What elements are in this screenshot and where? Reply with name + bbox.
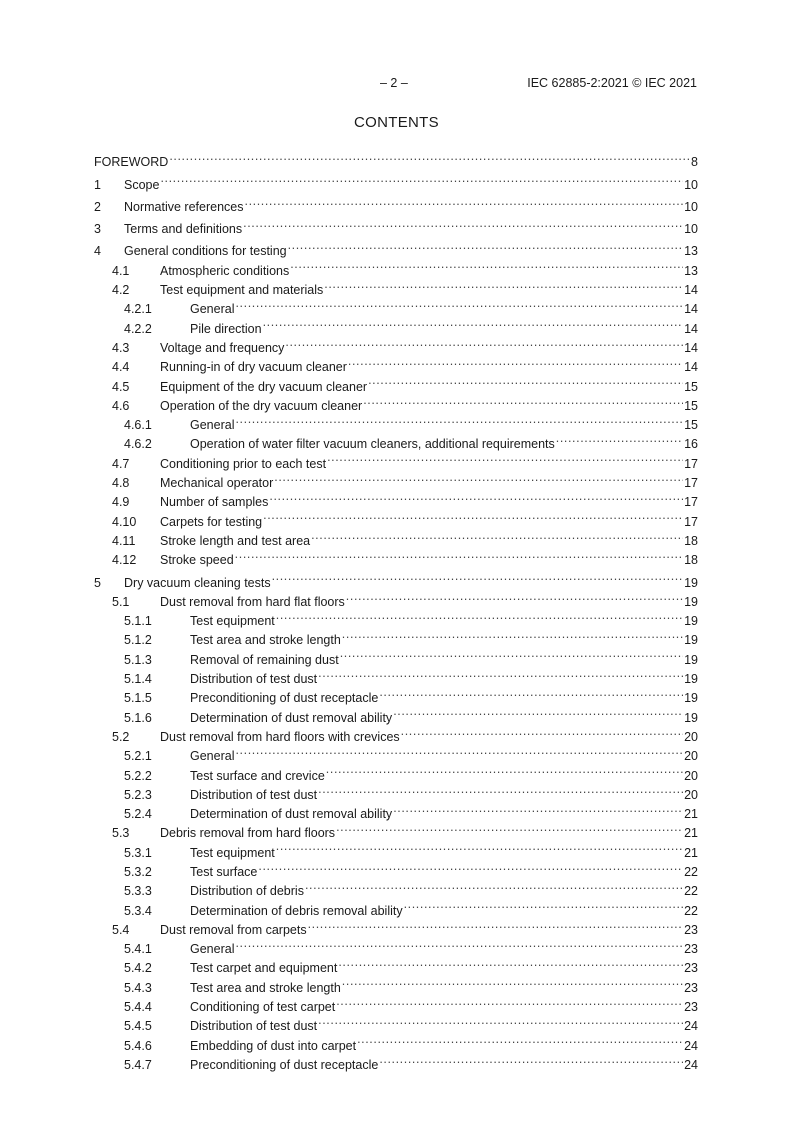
toc-entry-label: Test area and stroke length (190, 980, 341, 995)
toc-dot-leader (258, 857, 683, 876)
toc-entry[interactable] (94, 1050, 698, 1072)
toc-entry[interactable] (94, 837, 698, 860)
toc-entry-page: 23 (684, 942, 698, 957)
toc-entry-label: Preconditioning of dust receptacle (190, 1057, 379, 1072)
toc-entry-label: Test equipment (190, 845, 275, 860)
toc-entry[interactable] (94, 429, 698, 452)
toc-entry-label: Pile direction (190, 321, 262, 336)
toc-entry[interactable] (94, 953, 698, 976)
toc-entry-number: 4.11 (112, 533, 136, 548)
toc-entry-label: Running-in of dry vacuum cleaner (160, 360, 347, 375)
toc-entry-label: General conditions for testing (124, 244, 287, 259)
document-id: IEC 62885-2:2021 © IEC 2021 (527, 76, 697, 90)
toc-entry[interactable] (94, 294, 698, 317)
toc-dot-leader (346, 587, 683, 606)
toc-entry-label: Dust removal from hard flat floors (160, 594, 345, 609)
toc-entry-label: Distribution of test dust (190, 1019, 318, 1034)
toc-dot-leader (235, 545, 683, 564)
toc-entry[interactable] (94, 448, 698, 471)
toc-dot-leader (235, 934, 683, 953)
toc-entry[interactable] (94, 683, 698, 706)
toc-entry[interactable] (94, 934, 698, 957)
toc-entry-number: 4.12 (112, 553, 137, 568)
toc-entry-number: 5.2.2 (124, 768, 152, 783)
toc-entry-label: Operation of the dry vacuum cleaner (160, 398, 363, 413)
toc-entry-label: Stroke length and test area (160, 533, 311, 548)
toc-entry[interactable] (94, 741, 698, 764)
toc-dot-leader (243, 214, 683, 233)
toc-entry-page: 19 (684, 614, 698, 629)
page-header (0, 76, 793, 92)
toc-entry[interactable] (94, 606, 698, 629)
toc-entry[interactable] (94, 722, 698, 744)
toc-entry-label: Equipment of the dry vacuum cleaner (160, 379, 368, 394)
toc-dot-leader (311, 526, 683, 545)
toc-entry-number: 5.3.3 (124, 884, 152, 899)
toc-entry[interactable] (94, 352, 698, 375)
toc-entry-number: 5.1 (112, 594, 130, 609)
toc-entry[interactable] (94, 468, 698, 491)
toc-dot-leader (274, 468, 683, 487)
toc-entry-label: Distribution of test dust (190, 672, 318, 687)
toc-entry[interactable] (94, 857, 698, 879)
toc-dot-leader (288, 236, 684, 255)
toc-entry-page: 15 (684, 418, 698, 433)
toc-entry-number: 5.4.3 (124, 980, 152, 995)
toc-entry-label: Test surface and crevice (190, 768, 325, 783)
toc-dot-leader (272, 567, 684, 586)
toc-entry-number: 5.1.4 (124, 672, 152, 687)
toc-entry-page: 8 (691, 155, 698, 170)
toc-entry-label: Terms and definitions (124, 222, 243, 237)
toc-entry-number: 5 (94, 575, 101, 590)
toc-entry-label: Normative references (124, 199, 244, 214)
toc-entry-page: 21 (684, 845, 698, 860)
toc-entry-number: 5.2.4 (124, 807, 152, 822)
toc-entry-number: 4.6.2 (124, 437, 152, 452)
toc-entry-page: 19 (684, 710, 698, 725)
toc-dot-leader (379, 1050, 683, 1069)
toc-entry-page: 24 (684, 1038, 698, 1053)
toc-entry-label: General (190, 942, 235, 957)
toc-entry-page: 14 (684, 321, 698, 336)
toc-entry-label: Stroke speed (160, 553, 234, 568)
toc-dot-leader (404, 895, 684, 914)
toc-entry[interactable] (94, 313, 698, 336)
toc-entry[interactable] (94, 371, 698, 394)
toc-entry-page: 23 (684, 1000, 698, 1015)
toc-entry-label: Determination of debris removal ability (190, 903, 403, 918)
toc-entry-number: 4.10 (112, 514, 137, 529)
toc-entry-label: Determination of dust removal ability (190, 710, 393, 725)
toc-dot-leader (338, 953, 683, 972)
toc-entry-page: 17 (684, 495, 698, 510)
toc-entry[interactable] (94, 625, 698, 648)
toc-entry[interactable] (94, 876, 698, 899)
toc-entry-number: 5.4.5 (124, 1019, 152, 1034)
toc-entry-number: 5.4.1 (124, 942, 152, 957)
toc-entry-number: 4.2.2 (124, 321, 152, 336)
toc-entry-label: Distribution of debris (190, 884, 304, 899)
toc-entry-page: 15 (684, 398, 698, 413)
toc-dot-leader (327, 448, 683, 467)
toc-dot-leader (245, 192, 684, 211)
toc-entry-label: Conditioning of test carpet (190, 1000, 336, 1015)
toc-entry[interactable] (94, 587, 698, 609)
toc-entry-label: FOREWORD (94, 155, 169, 170)
toc-entry[interactable] (94, 702, 698, 725)
toc-dot-leader (269, 487, 683, 506)
toc-entry-page: 14 (684, 360, 698, 375)
toc-entry-page: 23 (684, 961, 698, 976)
toc-entry-number: 5.3.2 (124, 864, 152, 879)
toc-entry-number: 4.8 (112, 476, 130, 491)
toc-dot-leader (318, 664, 683, 683)
toc-dot-leader (263, 313, 684, 332)
toc-entry-number: 5.1.5 (124, 691, 152, 706)
toc-entry[interactable] (94, 214, 698, 237)
toc-dot-leader (336, 992, 683, 1011)
toc-entry[interactable] (94, 275, 698, 298)
toc-entry-number: 5.4.2 (124, 961, 152, 976)
toc-entry-label: General (190, 302, 235, 317)
toc-entry[interactable] (94, 526, 698, 548)
toc-entry-label: Test surface (190, 864, 258, 879)
toc-dot-leader (160, 169, 683, 188)
toc-entry-label: Atmospheric conditions (160, 263, 290, 278)
toc-dot-leader (305, 876, 683, 895)
toc-entry-page: 20 (684, 729, 698, 744)
toc-entry[interactable] (94, 506, 698, 529)
toc-entry-page: 10 (684, 199, 698, 214)
toc-dot-leader (342, 625, 683, 644)
toc-dot-leader (318, 1011, 683, 1030)
toc-dot-leader (326, 760, 683, 779)
toc-dot-leader (235, 410, 683, 429)
toc-dot-leader (342, 972, 683, 991)
toc-entry-label: Conditioning prior to each test (160, 456, 327, 471)
toc-entry-number: 5.1.2 (124, 633, 152, 648)
toc-entry-label: Voltage and frequency (160, 340, 285, 355)
toc-dot-leader (556, 429, 683, 448)
toc-entry-page: 23 (684, 980, 698, 995)
toc-dot-leader (318, 780, 683, 799)
toc-entry-number: 5.3 (112, 826, 130, 841)
toc-entry-number: 5.3.4 (124, 903, 152, 918)
toc-entry-page: 13 (684, 263, 698, 278)
toc-entry[interactable] (94, 391, 698, 413)
toc-dot-leader (363, 391, 683, 410)
toc-entry[interactable] (94, 255, 698, 278)
toc-entry-number: 2 (94, 199, 101, 214)
toc-dot-leader (393, 702, 683, 721)
toc-entry-label: Distribution of test dust (190, 787, 318, 802)
toc-entry[interactable] (94, 992, 698, 1015)
toc-entry-page: 19 (684, 594, 698, 609)
toc-entry-page: 23 (684, 922, 698, 937)
toc-dot-leader (348, 352, 683, 371)
toc-dot-leader (169, 147, 690, 166)
toc-entry-page: 14 (684, 302, 698, 317)
toc-entry-label: Test equipment (190, 614, 275, 629)
toc-dot-leader (290, 255, 683, 274)
toc-entry-label: Test equipment and materials (160, 283, 324, 298)
toc-entry-page: 19 (684, 691, 698, 706)
toc-entry-label: General (190, 418, 235, 433)
toc-entry[interactable] (94, 147, 698, 170)
toc-entry[interactable] (94, 545, 698, 568)
toc-dot-leader (263, 506, 683, 525)
toc-entry-page: 20 (684, 749, 698, 764)
toc-entry-number: 4.1 (112, 263, 130, 278)
toc-dot-leader (379, 683, 683, 702)
toc-dot-leader (276, 837, 683, 856)
toc-entry-label: Removal of remaining dust (190, 652, 339, 667)
toc-entry-label: Dust removal from hard floors with crevices (160, 729, 400, 744)
toc-entry-number: 4.7 (112, 456, 130, 471)
toc-entry-number: 5.1.6 (124, 710, 152, 725)
toc-entry-number: 4.5 (112, 379, 130, 394)
toc-entry-page: 17 (684, 456, 698, 471)
toc-entry-page: 24 (684, 1057, 698, 1072)
toc-entry-label: Carpets for testing (160, 514, 263, 529)
toc-entry-page: 19 (684, 575, 698, 590)
toc-entry-number: 4.2.1 (124, 302, 152, 317)
toc-entry[interactable] (94, 664, 698, 687)
toc-entry[interactable] (94, 169, 698, 192)
toc-entry-page: 22 (684, 903, 698, 918)
toc-entry[interactable] (94, 780, 698, 802)
page-title: CONTENTS (354, 114, 439, 131)
toc-entry-label: Embedding of dust into carpet (190, 1038, 357, 1053)
toc-entry-page: 19 (684, 633, 698, 648)
toc-entry[interactable] (94, 799, 698, 822)
toc-dot-leader (285, 333, 683, 352)
toc-entry-number: 4.3 (112, 340, 130, 355)
toc-entry-page: 19 (684, 652, 698, 667)
toc-entry-page: 14 (684, 340, 698, 355)
toc-entry-label: Test area and stroke length (190, 633, 341, 648)
toc-entry[interactable] (94, 410, 698, 433)
toc-entry-number: 3 (94, 222, 101, 237)
toc-entry[interactable] (94, 972, 698, 995)
toc-entry-number: 4.9 (112, 495, 130, 510)
toc-entry-number: 5.1.1 (124, 614, 152, 629)
table-of-contents (94, 144, 698, 1072)
toc-entry-label: Dust removal from carpets (160, 922, 307, 937)
toc-entry[interactable] (94, 192, 698, 214)
toc-entry-page: 15 (684, 379, 698, 394)
toc-entry-label: Test carpet and equipment (190, 961, 338, 976)
toc-entry-number: 5.2.3 (124, 787, 152, 802)
toc-entry-page: 22 (684, 884, 698, 899)
toc-entry[interactable] (94, 895, 698, 918)
toc-entry-label: Operation of water filter vacuum cleaners, additional requirements (190, 437, 555, 452)
toc-entry-number: 5.2 (112, 729, 130, 744)
toc-dot-leader (276, 606, 683, 625)
toc-entry[interactable] (94, 236, 698, 259)
toc-entry-label: Debris removal from hard floors (160, 826, 336, 841)
toc-entry[interactable] (94, 487, 698, 510)
toc-entry[interactable] (94, 760, 698, 783)
toc-entry-number: 4.6.1 (124, 418, 152, 433)
toc-entry-number: 5.2.1 (124, 749, 152, 764)
toc-entry-number: 4.2 (112, 283, 130, 298)
toc-entry[interactable] (94, 818, 698, 841)
toc-entry-page: 20 (684, 768, 698, 783)
toc-entry[interactable] (94, 567, 698, 590)
toc-entry-number: 5.4.6 (124, 1038, 152, 1053)
toc-entry-page: 14 (684, 283, 698, 298)
toc-entry[interactable] (94, 333, 698, 355)
toc-entry[interactable] (94, 915, 698, 937)
toc-entry-number: 4.6 (112, 398, 130, 413)
toc-dot-leader (357, 1030, 683, 1049)
toc-dot-leader (235, 294, 683, 313)
toc-dot-leader (336, 818, 683, 837)
toc-entry-page: 19 (684, 672, 698, 687)
toc-entry-number: 4 (94, 244, 101, 259)
toc-entry-number: 5.3.1 (124, 845, 152, 860)
toc-entry-page: 17 (684, 476, 698, 491)
toc-entry-page: 18 (684, 553, 698, 568)
toc-dot-leader (324, 275, 683, 294)
toc-entry-page: 17 (684, 514, 698, 529)
toc-entry-label: Dry vacuum cleaning tests (124, 575, 271, 590)
toc-dot-leader (368, 371, 683, 390)
toc-entry-label: Determination of dust removal ability (190, 807, 393, 822)
toc-entry-number: 5.4.7 (124, 1057, 152, 1072)
toc-entry-page: 20 (684, 787, 698, 802)
toc-entry-page: 22 (684, 864, 698, 879)
toc-entry-label: Preconditioning of dust receptacle (190, 691, 379, 706)
page-number: – 2 – (380, 76, 408, 90)
toc-entry[interactable] (94, 1011, 698, 1034)
toc-entry-label: Mechanical operator (160, 476, 274, 491)
toc-entry[interactable] (94, 644, 698, 667)
toc-entry-number: 5.4 (112, 922, 130, 937)
toc-entry-label: Number of samples (160, 495, 269, 510)
toc-entry-number: 5.1.3 (124, 652, 152, 667)
toc-entry-number: 1 (94, 177, 101, 192)
toc-dot-leader (235, 741, 683, 760)
toc-entry-page: 13 (684, 244, 698, 259)
toc-entry-number: 5.4.4 (124, 1000, 152, 1015)
toc-dot-leader (308, 915, 684, 934)
toc-entry-page: 16 (684, 437, 698, 452)
toc-entry-page: 21 (684, 826, 698, 841)
toc-dot-leader (393, 799, 683, 818)
toc-entry-page: 10 (684, 222, 698, 237)
toc-entry-number: 4.4 (112, 360, 130, 375)
toc-dot-leader (340, 644, 683, 663)
toc-entry-page: 24 (684, 1019, 698, 1034)
toc-entry-page: 10 (684, 177, 698, 192)
toc-entry[interactable] (94, 1030, 698, 1053)
toc-entry-page: 18 (684, 533, 698, 548)
toc-entry-label: General (190, 749, 235, 764)
toc-entry-page: 21 (684, 807, 698, 822)
toc-dot-leader (401, 722, 683, 741)
toc-entry-label: Scope (124, 177, 160, 192)
